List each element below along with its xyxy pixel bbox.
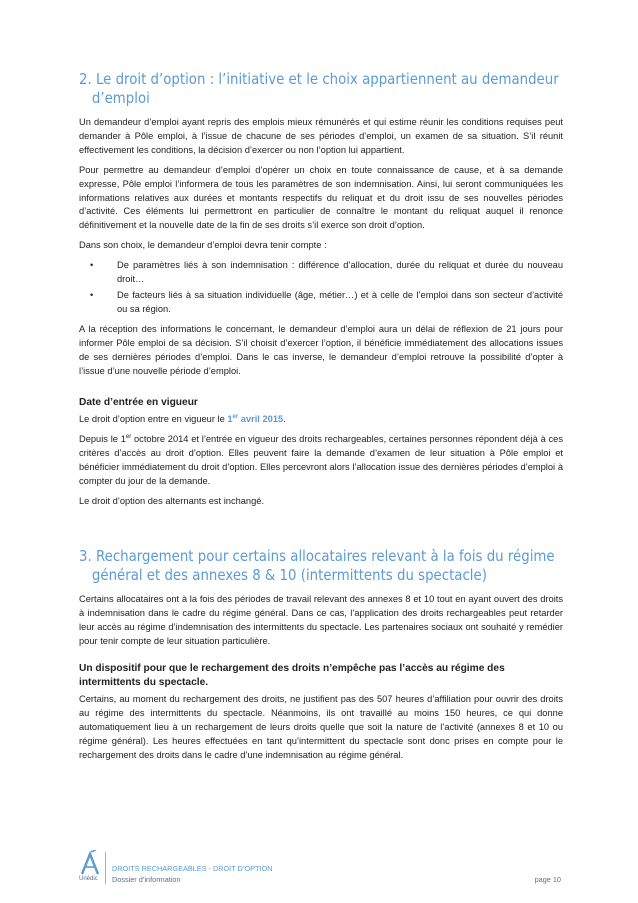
section-2-bullet-list	[79, 259, 563, 317]
effective-date-ordinal: er	[232, 414, 239, 421]
bullet-icon: •	[90, 260, 94, 271]
effective-date-month-year: avril 2015	[238, 414, 284, 425]
section-2-heading	[79, 70, 563, 108]
section-3-paragraph-2: Certains, au moment du rechargement des droits, ne justifient pas des 507 heures d’affiliation pour ouvrir des droits au régime des intermittents du spectacle. Néanmoins, ils ont travaillé au moins 150 heures, ce qui donne automatiquement lieu à un rechargement de leurs droits quelle que soit la nature de l’activité (annexes 8 et 10 ou régime général). Les heures effectuées en tant qu’intermittent du spectacle sont donc prises en compte pour le rechargement des droits dans le cadre d’une indemnisation au régime général.	[79, 694, 563, 761]
list-item-text: De facteurs liés à sa situation individuelle (âge, métier…) et à celle de l’emploi dans son secteur d’activité ou sa région.	[117, 289, 563, 314]
section-2-paragraph-5	[79, 413, 563, 427]
subheading-date-entree-vigueur: Date d’entrée en vigueur	[79, 397, 198, 409]
page-number: page 10	[534, 875, 561, 884]
section-2-heading-line1: 2. Le droit d’option : l’initiative et le choix appartiennent au demandeur	[79, 70, 559, 88]
section-2-paragraph-2: Pour permettre au demandeur d’emploi d’opérer un choix en toute connaissance de cause, et à sa demande expresse, Pôle emploi l’informera de tous les paramètres de son indemnisation. Ainsi, lui seront communiquées les informations relatives aux durées et montants respectifs du reliquat et du droit issu de ses nouvelles périodes d’activité. Ces éléments lui permettront en particulier de connaître le montant du reliquat auquel il renonce définitivement et la nouvelle date de la fin de ses droits s’il exerce son droit d’option.	[79, 164, 563, 231]
paragraph-6-rest: octobre 2014 et l’entrée en vigueur des droits rechargeables, certaines personnes répondent déjà à ces critères d’accès au droit d’option. Elles peuvent faire la demande d’examen de leur situation à Pôle emploi et bénéficier immédiatement du droit d’option. Elles percevront alors l’allocation issue des dernières périodes d’emploi à compter du jour de la demande.	[79, 434, 563, 487]
paragraph-6-prefix: Depuis le 1	[79, 434, 126, 445]
section-2-paragraph-1: Un demandeur d’emploi ayant repris des emplois mieux rémunérés et qui estime réunir les conditions requises peut demander à Pôle emploi, à l’issue de chacune de ses périodes d’emploi, un examen de sa situation. S’il réunit effectivement les conditions, la décision d’exercer ou non l’option lui appartient.	[79, 117, 563, 155]
section-2-paragraph-3: Dans son choix, le demandeur d’emploi devra tenir compte :	[79, 240, 327, 251]
footer-divider	[105, 852, 106, 884]
list-item	[90, 259, 563, 287]
subheading-dispositif: Un dispositif pour que le rechargement des droits n’empêche pas l’accès au régime des intermittents du spectacle.	[79, 663, 505, 689]
section-3-heading-line2: général et des annexes 8 & 10 (intermittents du spectacle)	[91, 565, 487, 584]
section-3-heading	[79, 547, 563, 585]
section-2-paragraph-4: A la réception des informations le concernant, le demandeur d’emploi aura un délai de réflexion de 21 jours pour informer Pôle emploi de sa décision. S’il choisit d’exercer l’option, il bénéficie immédiatement des allocations issues de ses dernières périodes d’emploi. Dans le cas inverse, le demandeur d’emploi retrouve la possibilité d’opter à l’issue d’une nouvelle période d’emploi.	[79, 323, 563, 376]
paragraph-6-ordinal: er	[125, 434, 132, 441]
effective-date-day: 1	[227, 414, 233, 425]
footer-doc-title: DROITS RECHARGEABLES - DROIT D’OPTION	[112, 864, 273, 873]
section-2-paragraph-6	[79, 433, 563, 489]
paragraph-5-prefix: Le droit d’option entre en vigueur le	[79, 414, 228, 425]
logo-text: Unédic	[79, 876, 98, 882]
section-2-heading-line2: d’emploi	[91, 89, 150, 107]
section-3-heading-line1: 3. Rechargement pour certains allocataires relevant à la fois du régime	[79, 546, 555, 565]
section-3-paragraph-1: Certains allocataires ont à la fois des périodes de travail relevant des annexes 8 et 10 tout en ayant ouvert des droits à indemnisation dans le cadre du régime général. Dans ce cas, l’application des droits rechargeables peut retarder leur accès au régime d’indemnisation des intermittents du spectacle. Les partenaires sociaux ont souhaité y remédier pour tenir compte de leur situation particulière.	[79, 593, 563, 646]
page-content	[79, 70, 563, 769]
section-2-paragraph-7: Le droit d’option des alternants est inchangé.	[79, 495, 265, 506]
paragraph-5-suffix: .	[283, 414, 286, 425]
list-item	[90, 289, 563, 317]
list-item-text: De paramètres liés à son indemnisation : différence d’allocation, durée du reliquat et durée du nouveau droit…	[117, 260, 563, 285]
effective-date	[227, 414, 283, 424]
footer-doc-subtitle: Dossier d’information	[112, 875, 181, 884]
bullet-icon: •	[90, 289, 94, 300]
page-footer	[79, 848, 563, 888]
